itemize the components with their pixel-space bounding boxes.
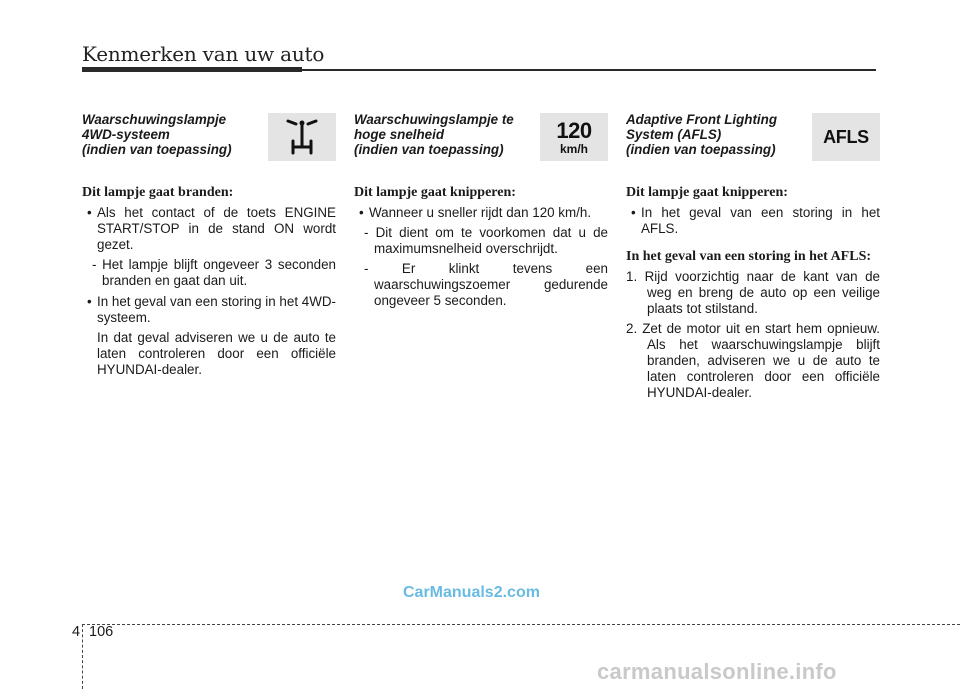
chapter-number: 4 [72,624,81,640]
header-bar-thin [302,69,876,71]
speed-value: 120 [556,117,592,143]
speed-120-icon [540,113,608,161]
subheading: Dit lampje gaat knipperen: [354,185,516,200]
dash-item: - Het lampje blijft ongeveer 3 seconden branden en gaat dan uit. [92,257,336,288]
afls-label: AFLS [823,127,869,147]
footer-vertical-divider [82,624,83,689]
4wd-drivetrain-icon [268,113,336,161]
numbered-step: 2. Zet de motor uit en start hem opnieuw. Als het waarschuwingslampje blijft branden, adviseren we u de auto te laten controleren door een officiële HYUNDAI-dealer. [626,321,880,400]
title-line: Waarschuwingslampje [82,112,227,127]
section-afls-warning [626,110,880,401]
dash-item: - Er klinkt tevens een waarschuwingszoemer gedurende ongeveer 5 seconden. [364,261,608,308]
footer-divider [82,624,960,625]
section-title-afls [626,112,798,157]
4wd-drivetrain-icon-svg [282,115,322,159]
dash-item: - Dit dient om te voorkomen dat u de maximumsnelheid overschrijdt. [364,225,608,256]
header-title: Kenmerken van uw auto [82,42,325,66]
subheading: Dit lampje gaat branden: [82,185,234,200]
section-title-speed [354,112,526,157]
section-title-4wd [82,112,254,157]
speed-label [556,117,592,156]
title-line: 4WD-systeem [82,127,170,142]
title-line: (indien van toepassing) [354,142,504,157]
bullet-item: • Als het contact of de toets ENGINE START/STOP in de stand ON wordt gezet. [82,205,336,253]
numbered-step: 1. Rijd voorzichtig naar de kant van de weg en breng de auto op een veilige plaats tot stilstand. [626,269,880,316]
subheading: Dit lampje gaat knipperen: [626,185,788,200]
afls-icon [812,113,880,161]
speed-unit: km/h [559,141,588,156]
bullet-item: • In het geval van een storing in het AFLS. [626,205,880,237]
section-speed-warning [354,110,608,309]
subheading: In het geval van een storing in het AFLS: [626,249,872,264]
title-line: hoge snelheid [354,127,445,142]
title-line: System (AFLS) [626,127,722,142]
watermark-top: CarManuals2.com [403,584,540,601]
bullet-item: • In het geval van een storing in het 4WD-systeem. [82,294,336,326]
title-line: (indien van toepassing) [82,142,232,157]
title-line: (indien van toepassing) [626,142,776,157]
bullet-item: • Wanneer u sneller rijdt dan 120 km/h. [354,205,608,221]
paragraph: In dat geval adviseren we u de auto te laten controleren door een officiële HYUNDAI-dealer. [97,330,336,377]
title-line: Adaptive Front Lighting [626,112,777,127]
page-number: 106 [89,624,114,640]
title-line: Waarschuwingslampje te [354,112,514,127]
watermark-bottom: carmanualsonline.info [597,659,837,684]
header-bar-thick [82,67,302,72]
section-4wd-warning [82,110,336,378]
